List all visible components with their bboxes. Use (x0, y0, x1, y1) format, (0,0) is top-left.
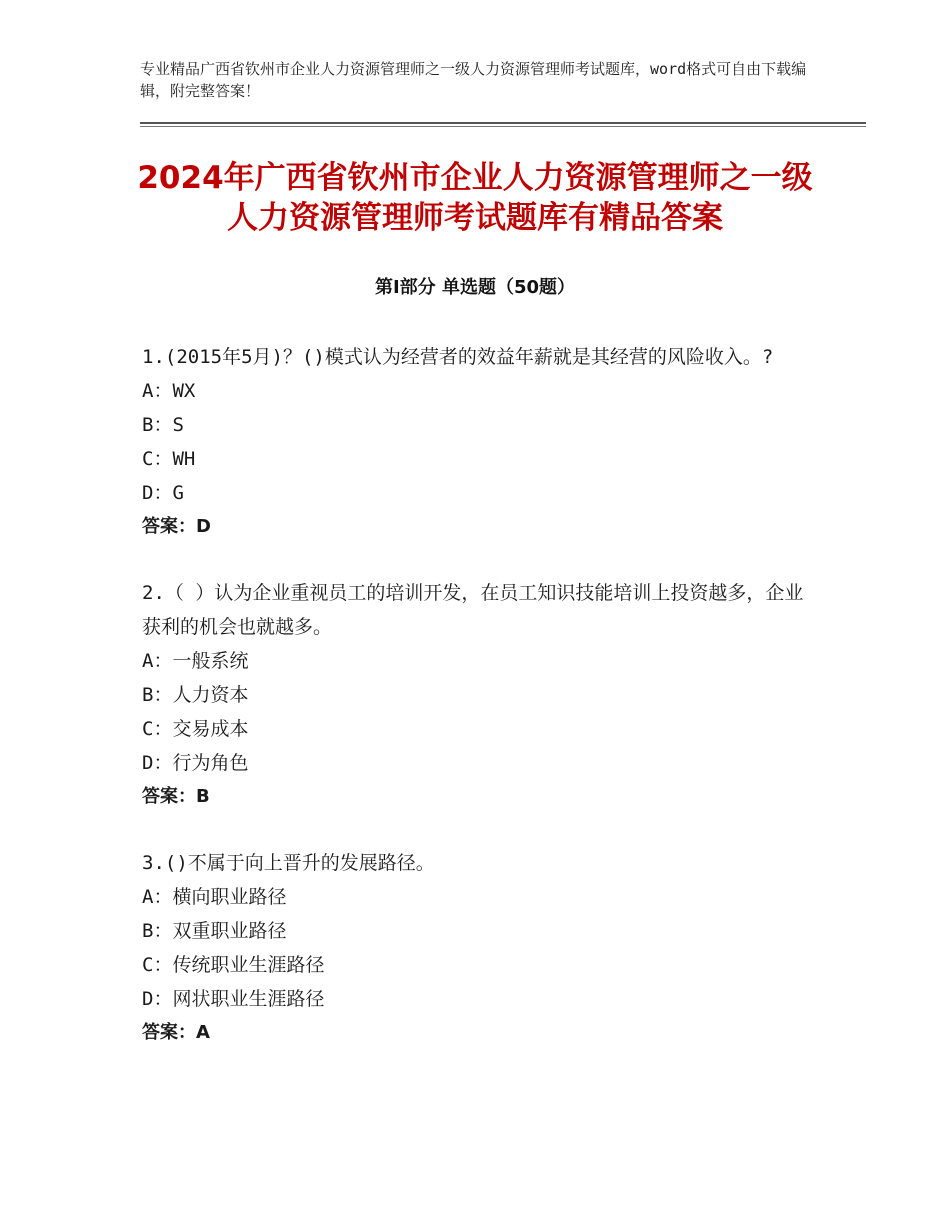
option-a: A：一般系统 (142, 650, 249, 672)
question-3 (142, 846, 822, 1050)
answer: 答案：B (142, 786, 210, 807)
section-heading: 第Ⅰ部分 单选题（50题） (374, 277, 575, 298)
option-c: C：WH (142, 448, 196, 470)
option-c: C：交易成本 (142, 718, 249, 740)
option-b: B：人力资本 (142, 684, 249, 706)
question-stem: 1.(2015年5月)？()模式认为经营者的效益年薪就是其经营的风险收入。? (142, 346, 774, 368)
option-d: D：行为角色 (142, 752, 249, 774)
option-b: B：双重职业路径 (142, 920, 287, 942)
header-divider-thick (140, 122, 866, 124)
option-d: D：G (142, 482, 184, 504)
option-a: A：横向职业路径 (142, 886, 287, 908)
header-note: 专业精品广西省钦州市企业人力资源管理师之一级人力资源管理师考试题库，word格式可自由下载编辑，附完整答案！ (140, 60, 807, 100)
question-2 (142, 576, 822, 814)
question-list (142, 340, 822, 1082)
question-1 (142, 340, 822, 544)
option-b: B：S (142, 414, 184, 436)
header-divider-thin (140, 126, 866, 127)
option-d: D：网状职业生涯路径 (142, 988, 325, 1010)
option-c: C：传统职业生涯路径 (142, 954, 325, 976)
answer: 答案：A (142, 1022, 210, 1043)
question-stem: 2.（ ）认为企业重视员工的培训开发，在员工知识技能培训上投资越多，企业获利的机会也就越多。 (142, 582, 804, 638)
document-title: 2024年广西省钦州市企业人力资源管理师之一级人力资源管理师考试题库有精品答案 (137, 160, 813, 236)
option-a: A：WX (142, 380, 196, 402)
answer: 答案：D (142, 516, 211, 537)
question-stem: 3.()不属于向上晋升的发展路径。 (142, 852, 435, 874)
